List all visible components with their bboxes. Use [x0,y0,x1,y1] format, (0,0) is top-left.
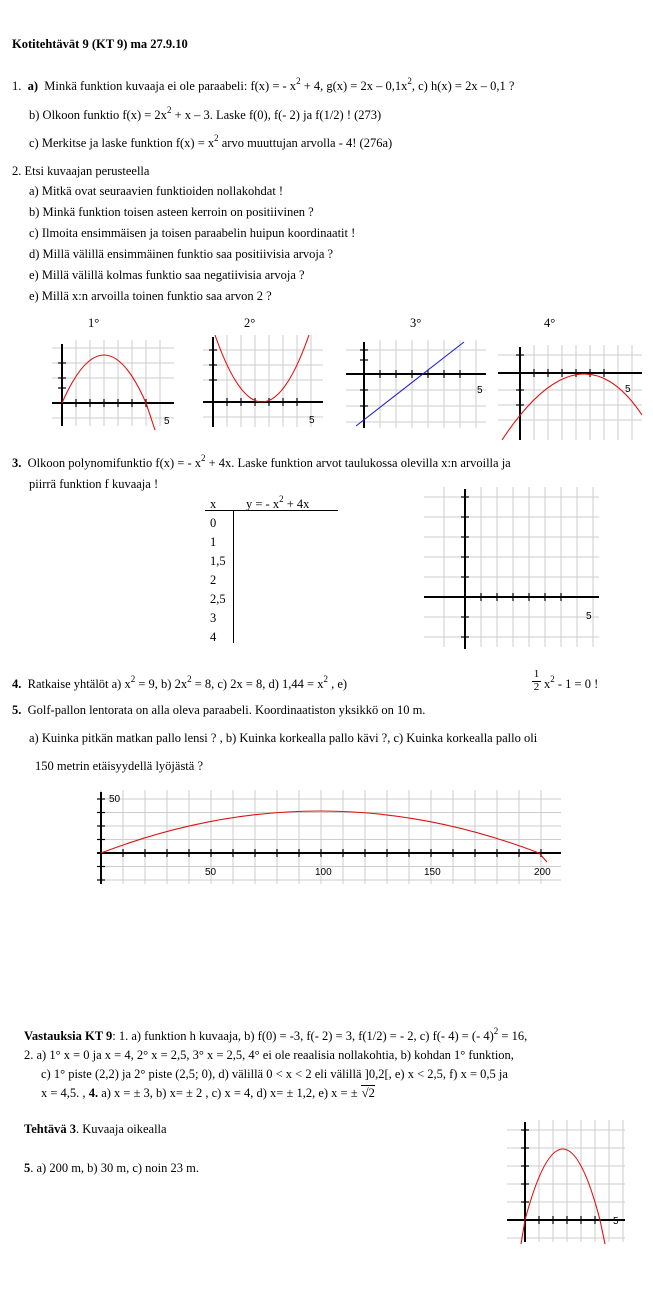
graph-4-tick-5: 5 [625,384,631,395]
task3-line1: 3. Olkoon polynomifunktio f(x) = - $x^2 + 4x$. Laske funktion arvot taulukossa olevilla x:n arvoilla ja [12,453,511,470]
table-x-value: 1 [210,535,217,549]
table-x-value: 3 [210,611,217,625]
task2-heading: 2. Etsi kuvaajan perusteella [12,164,150,178]
golf-x-label-150: 150 [424,867,441,878]
task5-line1: 5. Golf-pallon lentorata on alla oleva paraabeli. Koordinaatiston yksikkö on 10 m. [12,703,426,717]
task1-b: b) Olkoon funktio $f(x) = 2x^2 + x - 3$. Laske f(0), f(- 2) ja f(1/2) ! (273) [29,105,382,122]
golf-trajectory-graph [97,790,563,886]
graph-label-4: 4° [544,316,556,330]
task1-c: c) Merkitse ja laske funktion $f(x) = x^2$ arvo muuttujan arvolla - 4! (276a) [29,133,393,150]
task3-grid-tick-5: 5 [586,611,592,622]
graph-3-tick-5: 5 [477,385,483,396]
graph-1-tick-5: 5 [164,416,170,427]
answers-task3: Tehtävä 3. Kuvaaja oikealla [24,1122,167,1136]
table-header-x: x [210,497,217,511]
task4-fraction: 1 2 [533,668,540,693]
page-title: Kotitehtävät 9 (KT 9) ma 27.9.10 [12,37,188,51]
task4-equation-e: $x^2 - 1 = 0$ ! [544,674,599,691]
table-header-y: y = - $x^2 + 4x$ [246,494,310,511]
graph-label-1: 1° [88,316,100,330]
answer-graph-tick-5: 5 [613,1216,619,1227]
task2-item-f: e) Millä x:n arvoilla toinen funktio saa arvon 2 ? [29,289,272,303]
task5-line2: a) Kuinka pitkän matkan pallo lensi ? , b) Kuinka korkealla pallo kävi ?, c) Kuinka korkealla pallo oli [29,731,538,745]
graph-3 [346,340,491,430]
task5-line3: 150 metrin etäisyydellä lyöjästä ? [35,759,204,773]
golf-x-label-200: 200 [534,867,551,878]
table-divider [233,510,234,643]
table-x-value: 1,5 [210,554,226,568]
table-x-value: 0 [210,516,217,530]
answers-line4: x = 4,5. , 4. a) x = ± 3, b) x= ± 2 , c) x = 4, d) x= ± 1,2, e) x = ± √2 [41,1086,375,1100]
answers-line3: c) 1° piste (2,2) ja 2° piste (2,5; 0), d) välillä 0 < x < 2 eli välillä ]0,2[, e) x < 2,5, f) x = 0,5 ja [41,1067,508,1081]
golf-y-label-50: 50 [109,794,121,805]
graph-label-3: 3° [410,316,422,330]
table-x-value: 4 [210,630,217,644]
table-x-value: 2 [210,573,217,587]
task2-item-a: a) Mitkä ovat seuraavien funktioiden nollakohdat ! [29,184,284,198]
graph-2-tick-5: 5 [309,415,315,426]
answer-graph-task3 [507,1120,627,1244]
task2-item-e: e) Millä välillä kolmas funktio saa negatiivisia arvoja ? [29,268,305,282]
table-x-value: 2,5 [210,592,226,606]
graph-4 [498,345,644,440]
task3-line2: piirrä funktion f kuvaaja ! [29,477,159,491]
answers-task5: 5. a) 200 m, b) 30 m, c) noin 23 m. [24,1161,199,1175]
golf-x-label-100: 100 [315,867,332,878]
answers-line2: 2. a) 1° x = 0 ja x = 4, 2° x = 2,5, 3° x = 2,5, 4° ei ole reaalisia nollakohtia, b) kohdan 1° funktion, [24,1048,514,1062]
task2-item-d: d) Millä välillä ensimmäinen funktio saa positiivisia arvoja ? [29,247,334,261]
task4-equations: 4. Ratkaise yhtälöt a) $x^2 = 9$, b) $2x^2 = 8$, c) 2x = 8, d) $1,44 = x^2$ , e) [12,674,348,691]
answers-line1: Vastauksia KT 9: 1. a) funktion h kuvaaja, b) f(0) = -3, f(- 2) = 3, f(1/2) = - 2, c) f(- 4) = (- 4)$^2$ = 16, [24,1026,528,1043]
task2-item-b: b) Minkä funktion toisen asteen kerroin on positiivinen ? [29,205,314,219]
graph-1 [52,340,184,430]
golf-x-label-50: 50 [205,867,217,878]
task1-a: 1. a) Minkä funktion kuvaaja ei ole paraabeli: f(x) = - $x^2 + 4$, $g(x) = 2x - 0,1x^2$, c) h(x) = 2x – 0,1 ? [12,76,515,93]
task2-item-c: c) Ilmoita ensimmäisen ja toisen paraabelin huipun koordinaatit ! [29,226,356,240]
task3-empty-grid [424,487,600,649]
graph-label-2: 2° [244,316,256,330]
graph-2 [203,335,325,430]
